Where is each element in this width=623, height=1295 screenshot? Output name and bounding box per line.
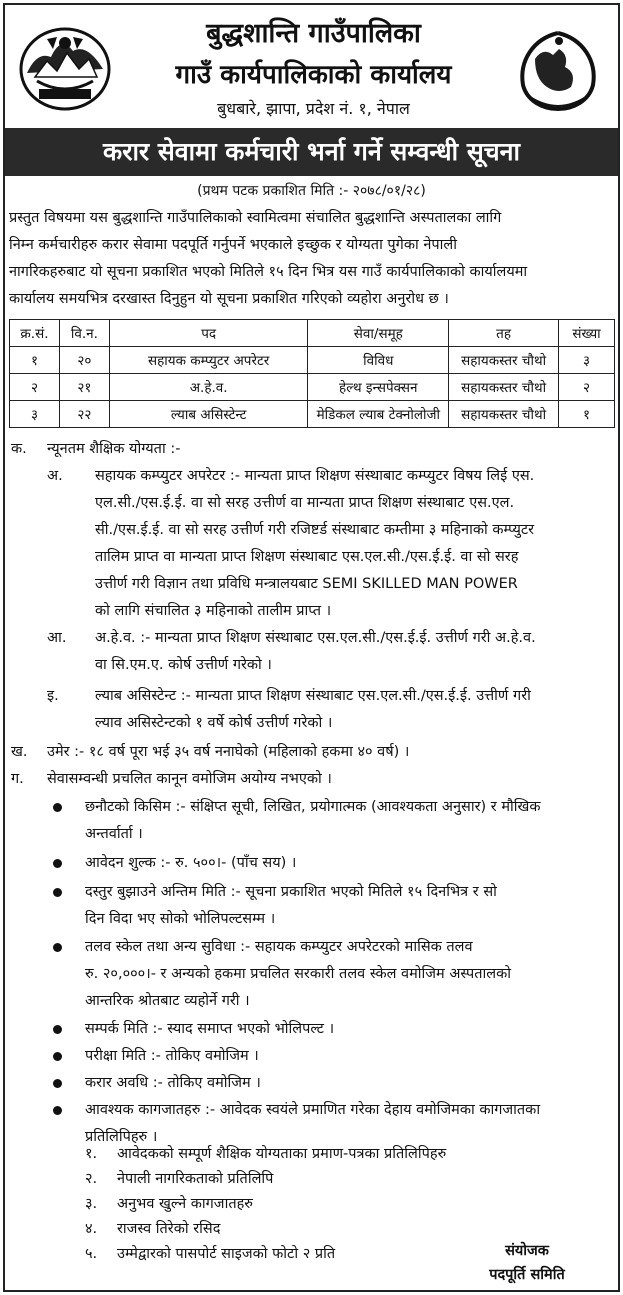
notice-title-banner: करार सेवामा कर्मचारी भर्ना गर्ने सम्वन्धी सूचना xyxy=(5,128,618,176)
section-label: ग. xyxy=(11,771,24,787)
text-line: सहायक कम्प्युटर अपरेटर :- मान्यता प्राप्त शिक्षण संस्थाबाट कम्प्युटर विषय लिई एस. xyxy=(95,468,535,484)
vacancy-table xyxy=(9,319,615,428)
text-line: अ.हे.व. :- मान्यता प्राप्त शिक्षण संस्थाबाट एस.एल.सी./एस.ई.ई. उत्तीर्ण गरी अ.हे.व. xyxy=(95,630,536,646)
published-date: (प्रथम पटक प्रकाशित मिति :- २०७८/०१/२८) xyxy=(197,183,426,199)
text-line: को लागि संचालित ३ महिनाको तालीम प्राप्त । xyxy=(95,603,332,619)
list-number: ४. xyxy=(85,1221,98,1237)
bullet-icon xyxy=(53,859,62,868)
document-item: नेपाली नागरिकताको प्रतिलिपि xyxy=(117,1171,274,1187)
text-line: सी./एस.ई.ई. वा सो सरह उत्तीर्ण गरी रजिष्टर्ड संस्थाबाट कम्तीमा ३ महिनाको कम्प्युटर xyxy=(95,522,535,538)
table-row xyxy=(10,374,615,401)
text-line: छनौटको किसिम :- संक्षिप्त सूची, लिखित, प्रयोगात्मक (आवश्यकता अनुसार) र मौखिक xyxy=(85,799,541,815)
selection-method xyxy=(85,794,615,848)
intro-line: नागरिकहरुबाट यो सूचना प्रकाशित भएको मितिले १५ दिन भित्र यस गाउँ कार्यपालिकाको कार्यालयमा xyxy=(9,264,528,280)
municipality-logo-icon xyxy=(513,29,603,113)
table-cell: ३ xyxy=(559,347,615,374)
exam-date xyxy=(85,1043,615,1070)
age-requirement: उमेर :- १८ वर्ष पूरा भई ३५ वर्ष ननाघेको (महिलाको हकमा ४० वर्ष) । xyxy=(47,744,410,760)
document-item: अनुभव खुल्ने कागजातहरु xyxy=(117,1196,253,1212)
bullet-icon xyxy=(53,1052,62,1061)
document-item: उम्मेद्वारको पासपोर्ट साइजको फोटो २ प्रति xyxy=(117,1246,336,1262)
table-cell: २२ xyxy=(59,401,109,428)
intro-line: निम्न कर्मचारीहरु करार सेवामा पदपूर्ति गर्नुपर्ने भएकाले इच्छुक र योग्यता पुगेका नेपाली xyxy=(9,237,457,253)
text-line: अन्तर्वार्ता । xyxy=(85,826,143,842)
item-label: आ. xyxy=(47,630,67,646)
section-label: क. xyxy=(11,441,27,457)
table-cell: ३ xyxy=(10,401,60,428)
application-fee xyxy=(85,850,615,877)
text-line: करार अवधि :- तोकिए वमोजिम । xyxy=(85,1075,261,1091)
bullet-icon xyxy=(53,803,62,812)
ineligibility-clause: सेवासम्वन्धी प्रचलित कानून वमोजिम अयोग्य नभएको । xyxy=(47,771,332,787)
qualification-computer-operator xyxy=(95,463,615,625)
list-number: ३. xyxy=(85,1196,98,1212)
salary-benefits xyxy=(85,934,615,1015)
table-row xyxy=(10,401,615,428)
table-header-row xyxy=(10,320,615,347)
document-item: राजस्व तिरेको रसिद xyxy=(117,1221,221,1237)
text-line: रु. २०,०००।- र अन्यको हकमा प्रचलित सरकारी तलव स्केल वमोजिम अस्पतालको xyxy=(85,966,512,982)
signature-block xyxy=(467,1239,587,1287)
application-deadline xyxy=(85,879,615,933)
text-line: उत्तीर्ण गरी विज्ञान तथा प्रविधि मन्त्रालयबाट SEMI SKILLED MAN POWER xyxy=(95,576,518,592)
item-label: इ. xyxy=(47,688,59,704)
section-label: ख. xyxy=(11,744,28,760)
text-line: दस्तुर बुझाउने अन्तिम मिति :- सूचना प्रकाशित भएको मितिले १५ दिनभित्र र सो xyxy=(85,884,497,900)
table-cell: सहायकस्तर चौथो xyxy=(449,347,559,374)
qualification-heading: न्यूनतम शैक्षिक योग्यता :- xyxy=(47,441,181,457)
bullet-icon xyxy=(53,1106,62,1115)
column-header: सेवा/समूह xyxy=(308,320,449,347)
intro-line: प्रस्तुत विषयमा यस बुद्धशान्ति गाउँपालिकाको स्वामित्वमा संचालित बुद्धशान्ति अस्पतालका लागि xyxy=(9,210,502,226)
intro-line: कार्यालय समयभित्र दरखास्त दिनुहुन यो सूचना प्रकाशित गरिएको व्यहोरा अनुरोध छ । xyxy=(9,291,449,307)
qualification-lab-assistant xyxy=(95,683,615,737)
table-cell: सहायकस्तर चौथो xyxy=(449,401,559,428)
table-cell: मेडिकल ल्याब टेक्नोलोजी xyxy=(308,401,449,428)
bullet-icon xyxy=(53,888,62,897)
bullet-icon xyxy=(53,1079,62,1088)
text-line: वा सि.एम.ए. कोर्ष उत्तीर्ण गरेको । xyxy=(95,657,272,673)
table-cell: २१ xyxy=(59,374,109,401)
table-row xyxy=(10,347,615,374)
text-line: परीक्षा मिति :- तोकिए वमोजिम । xyxy=(85,1048,259,1064)
text-line: ल्याव असिस्टेन्टको १ वर्षे कोर्ष उत्तीर्ण गरेको । xyxy=(95,715,333,731)
table-cell: हेल्थ इन्सपेक्सन xyxy=(308,374,449,401)
text-line: सम्पर्क मिति :- स्याद समाप्त भएको भोलिपल्ट । xyxy=(85,1021,335,1037)
notice-frame xyxy=(3,3,620,1292)
text-line: आवेदन शुल्क :- रु. ५००।- (पाँच सय) । xyxy=(85,855,297,871)
table-cell: सहायकस्तर चौथो xyxy=(449,374,559,401)
header xyxy=(5,5,622,125)
document-item: आवेदकको सम्पूर्ण शैक्षिक योग्यताका प्रमाण-पत्रका प्रतिलिपिहरु xyxy=(117,1146,447,1162)
intro-paragraph xyxy=(9,205,615,313)
signatory-title: संयोजक xyxy=(505,1243,549,1259)
column-header: संख्या xyxy=(559,320,615,347)
column-header: पद xyxy=(109,320,308,347)
contact-date xyxy=(85,1016,615,1043)
office-name: गाउँ कार्यपालिकाको कार्यालय xyxy=(175,60,452,90)
municipality-name: बुद्धशान्ति गाउँपालिका xyxy=(206,18,421,49)
list-number: ५. xyxy=(85,1246,98,1262)
item-label: अ. xyxy=(47,468,63,484)
column-header: तह xyxy=(449,320,559,347)
table-cell: अ.हे.व. xyxy=(109,374,308,401)
table-cell: सहायक कम्प्युटर अपरेटर xyxy=(109,347,308,374)
text-line: आवश्यक कागजातहरु :- आवेदक स्वयंले प्रमाणित गरेका देहाय वमोजिमका कागजातका xyxy=(85,1102,541,1118)
text-line: तालिम प्राप्त वा मान्यता प्राप्त शिक्षण संस्थाबाट एस.एल.सी./एस.ई.ई. वा सो सरह xyxy=(95,549,519,565)
text-line: तलव स्केल तथा अन्य सुविधा :- सहायक कम्प्युटर अपरेटरको मासिक तलव xyxy=(85,939,473,955)
column-header: वि.न. xyxy=(59,320,109,347)
signatory-committee: पदपूर्ति समिति xyxy=(489,1267,565,1283)
text-line: प्रतिलिपिहरु । xyxy=(85,1129,158,1145)
list-number: १. xyxy=(85,1146,98,1162)
table-cell: २ xyxy=(10,374,60,401)
text-line: आन्तरिक श्रोतबाट व्यहोर्ने गरी । xyxy=(85,993,250,1009)
qualification-ahw xyxy=(95,625,615,679)
table-cell: १ xyxy=(10,347,60,374)
table-cell: विविध xyxy=(308,347,449,374)
contract-period xyxy=(85,1070,615,1097)
bullet-icon xyxy=(53,943,62,952)
table-cell: १ xyxy=(559,401,615,428)
bullet-icon xyxy=(53,1025,62,1034)
table-cell: ल्याब असिस्टेन्ट xyxy=(109,401,308,428)
text-line: दिन विदा भए सोको भोलिपल्टसम्म । xyxy=(85,911,276,927)
office-address: बुधबारे, झापा, प्रदेश नं. १, नेपाल xyxy=(217,99,410,118)
column-header: क्र.सं. xyxy=(10,320,60,347)
table-cell: २० xyxy=(59,347,109,374)
table-cell: २ xyxy=(559,374,615,401)
list-number: २. xyxy=(85,1171,98,1187)
text-line: एल.सी./एस.ई.ई. वा सो सरह उत्तीर्ण वा मान्यता प्राप्त शिक्षण संस्थाबाट एस.एल. xyxy=(95,495,515,511)
text-line: ल्याब असिस्टेन्ट :- मान्यता प्राप्त शिक्षण संस्थाबाट एस.एल.सी./एस.ई.ई. उत्तीर्ण गरी xyxy=(95,688,531,704)
